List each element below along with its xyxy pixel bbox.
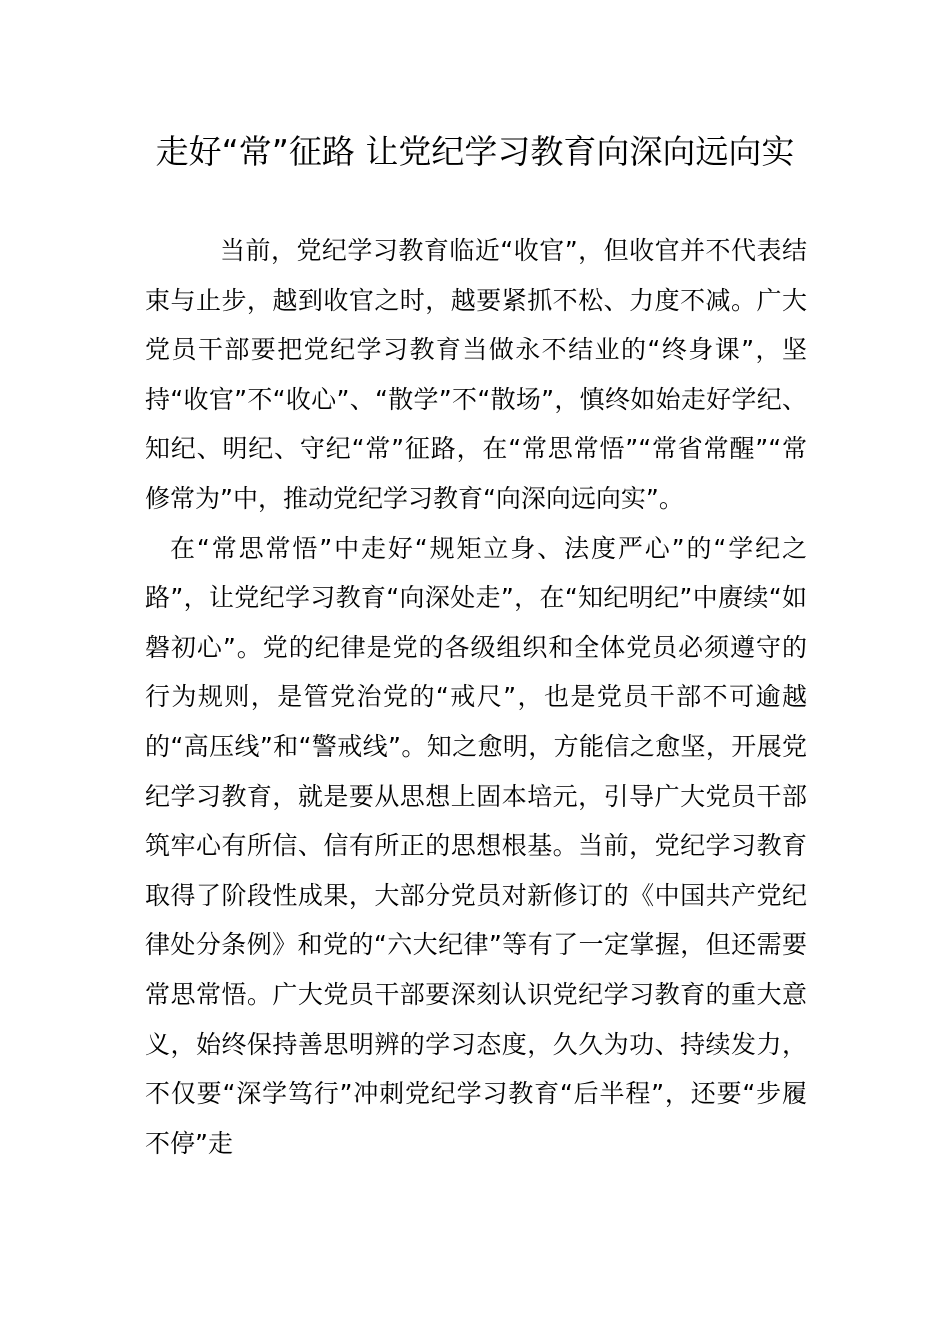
document-body xyxy=(145,226,807,1168)
paragraph-2: 在“常思常悟”中走好“规矩立身、法度严心”的“学纪之路”，让党纪学习教育“向深处走”，在“知纪明纪”中赓续“如磐初心”。党的纪律是党的各级组织和全体党员必须遵守的行为规则，是管党治党的“戒尺”，也是党员干部不可逾越的“高压线”和“警戒线”。知之愈明，方能信之愈坚，开展党纪学习教育，就是要从思想上固本培元，引导广大党员干部筑牢心有所信、信有所正的思想根基。当前，党纪学习教育取得了阶段性成果，大部分党员对新修订的《中国共产党纪律处分条例》和党的“六大纪律”等有了一定掌握，但还需要常思常悟。广大党员干部要深刻认识党纪学习教育的重大意义，始终保持善思明辨的学习态度，久久为功、持续发力，不仅要“深学笃行”冲刺党纪学习教育“后半程”，还要“步履不停”走 xyxy=(145,533,807,1158)
document-title: 走好“常”征路 让党纪学习教育向深向远向实 xyxy=(155,132,795,171)
paragraph-1: 当前，党纪学习教育临近“收官”，但收官并不代表结束与止步，越到收官之时，越要紧抓不松、力度不减。广大党员干部要把党纪学习教育当做永不结业的“终身课”，坚持“收官”不“收心”、“散学”不“散场”，慎终如始走好学纪、知纪、明纪、守纪“常”征路，在“常思常悟”“常省常醒”“常修常为”中，推动党纪学习教育“向深向远向实”。 xyxy=(145,236,807,513)
